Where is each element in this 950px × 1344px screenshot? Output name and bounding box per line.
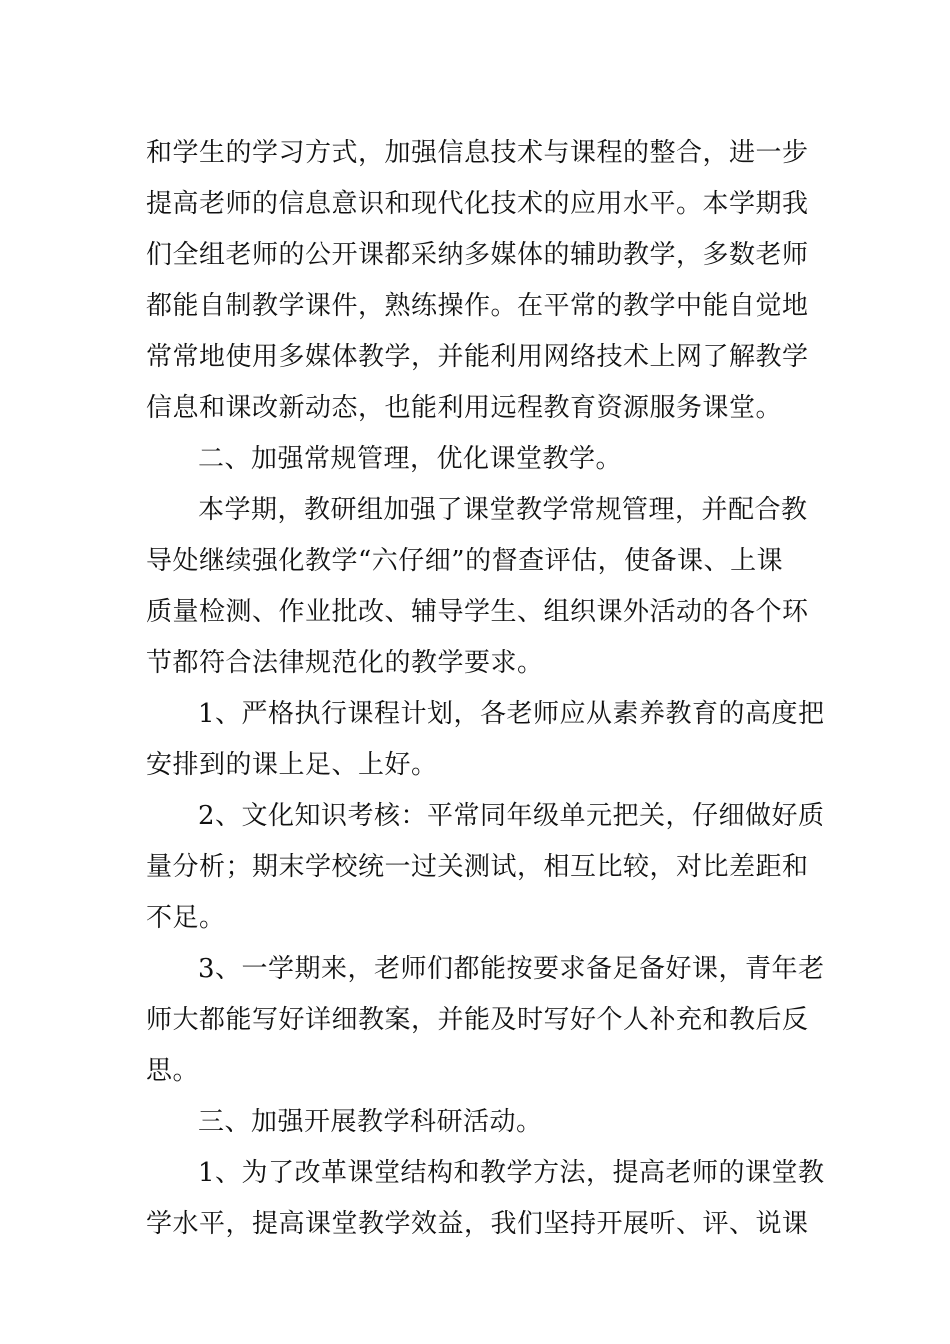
text-line: 导处继续强化教学“六仔细”的督查评估，使备课、上课 <box>146 546 784 576</box>
paragraph-routine-management <box>146 485 810 689</box>
text-line: 1、严格执行课程计划，各老师应从素养教育的高度把 <box>198 699 825 729</box>
heading-line: 二、加强常规管理，优化课堂教学。 <box>198 444 623 474</box>
document-body <box>146 128 825 1250</box>
text-line: 都能自制教学课件，熟练操作。在平常的教学中能自觉地 <box>146 291 809 321</box>
text-line: 量分析；期末学校统一过关测试，相互比较，对比差距和 <box>146 852 809 882</box>
text-line: 提高老师的信息意识和现代化技术的应用水平。本学期我 <box>146 189 809 219</box>
paragraph-intro <box>146 128 810 434</box>
text-line: 安排到的课上足、上好。 <box>146 750 438 780</box>
text-line: 师大都能写好详细教案，并能及时写好个人补充和教后反 <box>146 1005 809 1035</box>
text-line: 1、为了改革课堂结构和教学方法，提高老师的课堂教 <box>198 1158 825 1188</box>
text-line: 节都符合法律规范化的教学要求。 <box>146 648 544 678</box>
text-line: 常常地使用多媒体教学，并能利用网络技术上网了解教学 <box>146 342 809 372</box>
heading-line: 三、加强开展教学科研活动。 <box>198 1107 543 1137</box>
text-line: 本学期，教研组加强了课堂教学常规管理，并配合教 <box>198 495 808 525</box>
text-line: 信息和课改新动态，也能利用远程教育资源服务课堂。 <box>146 393 783 423</box>
list-item-3 <box>146 944 825 1097</box>
text-line: 和学生的学习方式，加强信息技术与课程的整合，进一步 <box>146 138 809 168</box>
text-line: 们全组老师的公开课都采纳多媒体的辅助教学，多数老师 <box>146 240 809 270</box>
section-heading-two <box>146 434 810 485</box>
list-item-research-1 <box>146 1148 825 1250</box>
text-line: 质量检测、作业批改、辅导学生、组织课外活动的各个环 <box>146 597 809 627</box>
text-line: 思。 <box>146 1056 200 1086</box>
text-line: 学水平，提高课堂教学效益，我们坚持开展听、评、说课 <box>146 1209 809 1239</box>
text-line: 不足。 <box>146 903 226 933</box>
section-heading-three <box>146 1097 810 1148</box>
text-line: 2、文化知识考核：平常同年级单元把关，仔细做好质 <box>198 801 825 831</box>
list-item-1 <box>146 689 825 791</box>
list-item-2 <box>146 791 825 944</box>
text-line: 3、一学期来，老师们都能按要求备足备好课，青年老 <box>198 954 825 984</box>
